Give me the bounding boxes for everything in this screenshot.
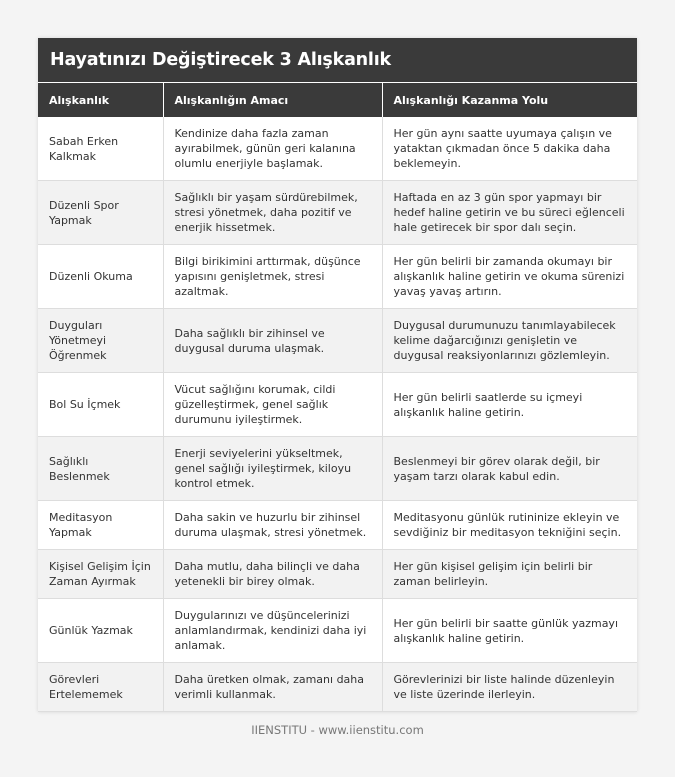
table-row bbox=[38, 181, 637, 245]
purpose-cell: Daha üretken olmak, zamanı daha verimli kullanmak. bbox=[163, 663, 382, 712]
title-bar bbox=[38, 38, 637, 83]
method-cell: Duygusal durumunuzu tanımlayabilecek kelime dağarcığınızı genişletin ve duygusal reaksiyonlarınızı gözlemleyin. bbox=[382, 309, 637, 373]
table-row bbox=[38, 245, 637, 309]
method-cell: Beslenmeyi bir görev olarak değil, bir yaşam tarzı olarak kabul edin. bbox=[382, 437, 637, 501]
purpose-cell: Bilgi birikimini arttırmak, düşünce yapısını genişletmek, stresi azaltmak. bbox=[163, 245, 382, 309]
purpose-cell: Daha mutlu, daha bilinçli ve daha yetenekli bir birey olmak. bbox=[163, 550, 382, 599]
purpose-cell: Daha sakin ve huzurlu bir zihinsel duruma ulaşmak, stresi yönetmek. bbox=[163, 501, 382, 550]
purpose-cell: Enerji seviyelerini yükseltmek, genel sağlığı iyileştirmek, kiloyu kontrol etmek. bbox=[163, 437, 382, 501]
habit-cell: Düzenli Okuma bbox=[38, 245, 163, 309]
purpose-cell: Duygularınızı ve düşüncelerinizi anlamlandırmak, kendinizi daha iyi anlamak. bbox=[163, 599, 382, 663]
method-cell: Her gün belirli bir zamanda okumayı bir alışkanlık haline getirin ve okuma sürenizi yavaş yavaş artırın. bbox=[382, 245, 637, 309]
method-cell: Her gün kişisel gelişim için belirli bir zaman belirleyin. bbox=[382, 550, 637, 599]
table-header-row bbox=[38, 83, 637, 117]
table-row bbox=[38, 599, 637, 663]
column-header-habit: Alışkanlık bbox=[38, 83, 163, 117]
habit-cell: Kişisel Gelişim İçin Zaman Ayırmak bbox=[38, 550, 163, 599]
column-header-method: Alışkanlığı Kazanma Yolu bbox=[382, 83, 637, 117]
method-cell: Haftada en az 3 gün spor yapmayı bir hedef haline getirin ve bu süreci eğlenceli hale getirecek bir spor dalı seçin. bbox=[382, 181, 637, 245]
method-cell: Her gün aynı saatte uyumaya çalışın ve yataktan çıkmadan önce 5 dakika daha beklemeyin. bbox=[382, 117, 637, 181]
table-row bbox=[38, 437, 637, 501]
habit-cell: Sağlıklı Beslenmek bbox=[38, 437, 163, 501]
table-row bbox=[38, 663, 637, 712]
table-row bbox=[38, 501, 637, 550]
habits-table bbox=[38, 83, 637, 712]
column-header-purpose: Alışkanlığın Amacı bbox=[163, 83, 382, 117]
table-row bbox=[38, 373, 637, 437]
method-cell: Her gün belirli saatlerde su içmeyi alışkanlık haline getirin. bbox=[382, 373, 637, 437]
purpose-cell: Kendinize daha fazla zaman ayırabilmek, günün geri kalanına olumlu enerjiyle başlamak. bbox=[163, 117, 382, 181]
habit-cell: Duyguları Yönetmeyi Öğrenmek bbox=[38, 309, 163, 373]
habit-cell: Meditasyon Yapmak bbox=[38, 501, 163, 550]
purpose-cell: Sağlıklı bir yaşam sürdürebilmek, stresi yönetmek, daha pozitif ve enerjik hissetmek. bbox=[163, 181, 382, 245]
footer-credit: IIENSTITU - www.iienstitu.com bbox=[251, 723, 424, 737]
habit-cell: Görevleri Ertelememek bbox=[38, 663, 163, 712]
method-cell: Görevlerinizi bir liste halinde düzenleyin ve liste üzerinde ilerleyin. bbox=[382, 663, 637, 712]
purpose-cell: Daha sağlıklı bir zihinsel ve duygusal duruma ulaşmak. bbox=[163, 309, 382, 373]
method-cell: Her gün belirli bir saatte günlük yazmayı alışkanlık haline getirin. bbox=[382, 599, 637, 663]
purpose-cell: Vücut sağlığını korumak, cildi güzelleştirmek, genel sağlık durumunu iyileştirmek. bbox=[163, 373, 382, 437]
table-row bbox=[38, 309, 637, 373]
table-row bbox=[38, 117, 637, 181]
habit-cell: Günlük Yazmak bbox=[38, 599, 163, 663]
habit-cell: Bol Su İçmek bbox=[38, 373, 163, 437]
page-title: Hayatınızı Değiştirecek 3 Alışkanlık bbox=[50, 50, 391, 70]
table-row bbox=[38, 550, 637, 599]
habits-card bbox=[38, 38, 637, 712]
method-cell: Meditasyonu günlük rutininize ekleyin ve sevdiğiniz bir meditasyon tekniğini seçin. bbox=[382, 501, 637, 550]
habit-cell: Düzenli Spor Yapmak bbox=[38, 181, 163, 245]
habit-cell: Sabah Erken Kalkmak bbox=[38, 117, 163, 181]
